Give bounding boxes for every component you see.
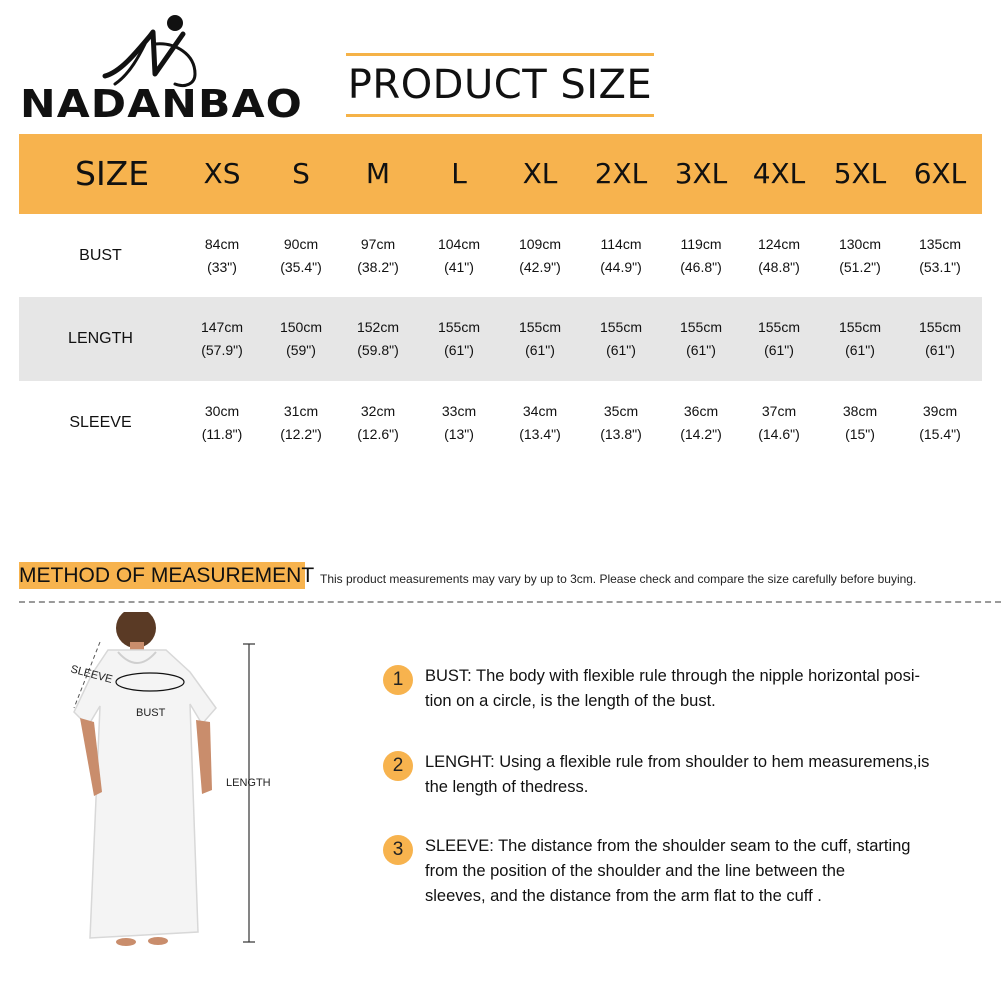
table-cell bbox=[338, 381, 418, 465]
cell-cm: 97cm bbox=[360, 236, 396, 252]
cell-cm: 38cm bbox=[842, 403, 878, 419]
cell-inch: (15") bbox=[845, 426, 875, 442]
cell-cm: 109cm bbox=[518, 236, 562, 252]
cell-cm: 114cm bbox=[600, 236, 642, 252]
cell-inch: (53.1") bbox=[919, 259, 961, 275]
cell-cm: 35cm bbox=[603, 403, 639, 419]
bust-guide-label: BUST bbox=[136, 707, 166, 719]
table-cell bbox=[419, 214, 499, 298]
cell-inch: (35.4") bbox=[280, 259, 322, 275]
cell-cm: 33cm bbox=[441, 403, 477, 419]
cell-cm: 39cm bbox=[922, 403, 958, 419]
size-header-label: SIZE bbox=[75, 154, 150, 193]
brand-name: NADANBAO bbox=[20, 82, 303, 126]
row-label: SLEEVE bbox=[69, 414, 132, 431]
model-right-arm bbox=[196, 720, 212, 794]
cell-cm: 130cm bbox=[838, 236, 882, 252]
table-cell bbox=[182, 297, 262, 381]
cell-cm: 37cm bbox=[761, 403, 797, 419]
cell-inch: (51.2") bbox=[839, 259, 881, 275]
cell-inch: (61") bbox=[845, 342, 875, 358]
cell-cm: 30cm bbox=[204, 403, 240, 419]
table-cell bbox=[500, 214, 580, 298]
page-title: PRODUCT SIZE bbox=[347, 62, 653, 108]
cell-cm: 90cm bbox=[283, 236, 319, 252]
table-cell bbox=[661, 297, 741, 381]
cell-inch: (59") bbox=[286, 342, 316, 358]
step-description: BUST: The body with flexible rule through the nipple horizontal posi- tion on a circle, is the length of the bust. bbox=[425, 667, 920, 710]
table-cell bbox=[338, 214, 418, 298]
cell-cm: 34cm bbox=[522, 403, 558, 419]
size-header-5xl: 5XL bbox=[833, 157, 887, 190]
sleeve-guide-label: SLEEVE bbox=[69, 663, 114, 686]
section-divider bbox=[19, 601, 1001, 603]
table-cell bbox=[820, 381, 900, 465]
cell-inch: (59.8") bbox=[357, 342, 399, 358]
cell-inch: (12.2") bbox=[280, 426, 322, 442]
cell-inch: (11.8") bbox=[201, 426, 243, 442]
cell-inch: (61") bbox=[925, 342, 955, 358]
size-row-bust bbox=[19, 214, 982, 298]
cell-cm: 119cm bbox=[680, 236, 722, 252]
cell-inch: (42.9") bbox=[519, 259, 561, 275]
cell-inch: (57.9") bbox=[201, 342, 243, 358]
cell-inch: (13.8") bbox=[600, 426, 642, 442]
size-header-s: S bbox=[292, 157, 310, 190]
table-cell bbox=[820, 297, 900, 381]
cell-cm: 32cm bbox=[360, 403, 396, 419]
size-header-3xl: 3XL bbox=[674, 157, 728, 190]
table-cell bbox=[182, 381, 262, 465]
table-cell bbox=[820, 214, 900, 298]
cell-cm: 147cm bbox=[200, 319, 244, 335]
method-of-measurement-label: METHOD OF MEASUREMENT bbox=[19, 564, 315, 587]
cell-cm: 155cm bbox=[518, 319, 562, 335]
step-number-badge: 1 bbox=[383, 665, 413, 695]
size-header-xs: XS bbox=[203, 157, 241, 190]
cell-cm: 36cm bbox=[683, 403, 719, 419]
cell-inch: (61") bbox=[525, 342, 555, 358]
size-header-2xl: 2XL bbox=[594, 157, 648, 190]
row-label: BUST bbox=[79, 247, 122, 264]
cell-cm: 155cm bbox=[437, 319, 481, 335]
cell-inch: (33") bbox=[207, 259, 237, 275]
cell-cm: 135cm bbox=[918, 236, 962, 252]
table-cell bbox=[900, 214, 980, 298]
cell-inch: (12.6") bbox=[357, 426, 399, 442]
cell-inch: (15.4") bbox=[919, 426, 961, 442]
cell-cm: 155cm bbox=[918, 319, 962, 335]
step-number-badge: 2 bbox=[383, 751, 413, 781]
cell-inch: (14.6") bbox=[758, 426, 800, 442]
size-header-6xl: 6XL bbox=[913, 157, 967, 190]
size-row-sleeve bbox=[19, 381, 982, 465]
dress-measurement-figure bbox=[30, 612, 280, 952]
table-cell bbox=[261, 214, 341, 298]
size-table-header bbox=[19, 134, 982, 214]
table-cell bbox=[739, 297, 819, 381]
cell-inch: (61") bbox=[444, 342, 474, 358]
table-cell bbox=[581, 381, 661, 465]
cell-inch: (41") bbox=[444, 259, 474, 275]
table-cell bbox=[261, 297, 341, 381]
cell-inch: (61") bbox=[606, 342, 636, 358]
cell-cm: 31cm bbox=[283, 403, 319, 419]
cell-cm: 104cm bbox=[437, 236, 481, 252]
step-description: SLEEVE: The distance from the shoulder seam to the cuff, starting from the position of the shoulder and the line between the sleeves, and the distance from the arm flat to the cuff . bbox=[425, 837, 911, 905]
cell-cm: 155cm bbox=[599, 319, 643, 335]
cell-inch: (48.8") bbox=[758, 259, 800, 275]
measurement-disclaimer: This product measurements may vary by up to 3cm. Please check and compare the size carefully before buying. bbox=[320, 572, 917, 586]
size-header-l: L bbox=[451, 157, 467, 190]
step-description: LENGHT: Using a flexible rule from shoulder to hem measuremens,is the length of thedress. bbox=[425, 753, 930, 796]
cell-cm: 155cm bbox=[838, 319, 882, 335]
size-header-xl: XL bbox=[522, 157, 558, 190]
cell-cm: 124cm bbox=[757, 236, 801, 252]
table-cell bbox=[419, 381, 499, 465]
cell-cm: 155cm bbox=[757, 319, 801, 335]
product-size-title bbox=[346, 53, 654, 117]
table-cell bbox=[900, 297, 980, 381]
table-cell bbox=[500, 297, 580, 381]
cell-cm: 155cm bbox=[679, 319, 723, 335]
length-guide-label: LENGTH bbox=[226, 777, 271, 789]
table-cell bbox=[338, 297, 418, 381]
table-cell bbox=[261, 381, 341, 465]
cell-cm: 150cm bbox=[279, 319, 323, 335]
table-cell bbox=[500, 381, 580, 465]
table-cell bbox=[182, 214, 262, 298]
step-number-badge: 3 bbox=[383, 835, 413, 865]
size-row-length bbox=[19, 297, 982, 381]
cell-inch: (44.9") bbox=[600, 259, 642, 275]
size-header-m: M bbox=[365, 157, 391, 190]
cell-inch: (61") bbox=[764, 342, 794, 358]
table-cell bbox=[739, 214, 819, 298]
cell-inch: (14.2") bbox=[680, 426, 722, 442]
cell-cm: 152cm bbox=[356, 319, 400, 335]
table-cell bbox=[581, 297, 661, 381]
cell-inch: (38.2") bbox=[357, 259, 399, 275]
cell-inch: (13") bbox=[444, 426, 474, 442]
row-label: LENGTH bbox=[68, 330, 133, 347]
cell-inch: (13.4") bbox=[519, 426, 561, 442]
table-cell bbox=[661, 381, 741, 465]
cell-inch: (61") bbox=[686, 342, 716, 358]
table-cell bbox=[419, 297, 499, 381]
size-header-4xl: 4XL bbox=[752, 157, 806, 190]
table-cell bbox=[900, 381, 980, 465]
cell-cm: 84cm bbox=[204, 236, 240, 252]
table-cell bbox=[739, 381, 819, 465]
table-cell bbox=[661, 214, 741, 298]
cell-inch: (46.8") bbox=[680, 259, 722, 275]
table-cell bbox=[581, 214, 661, 298]
